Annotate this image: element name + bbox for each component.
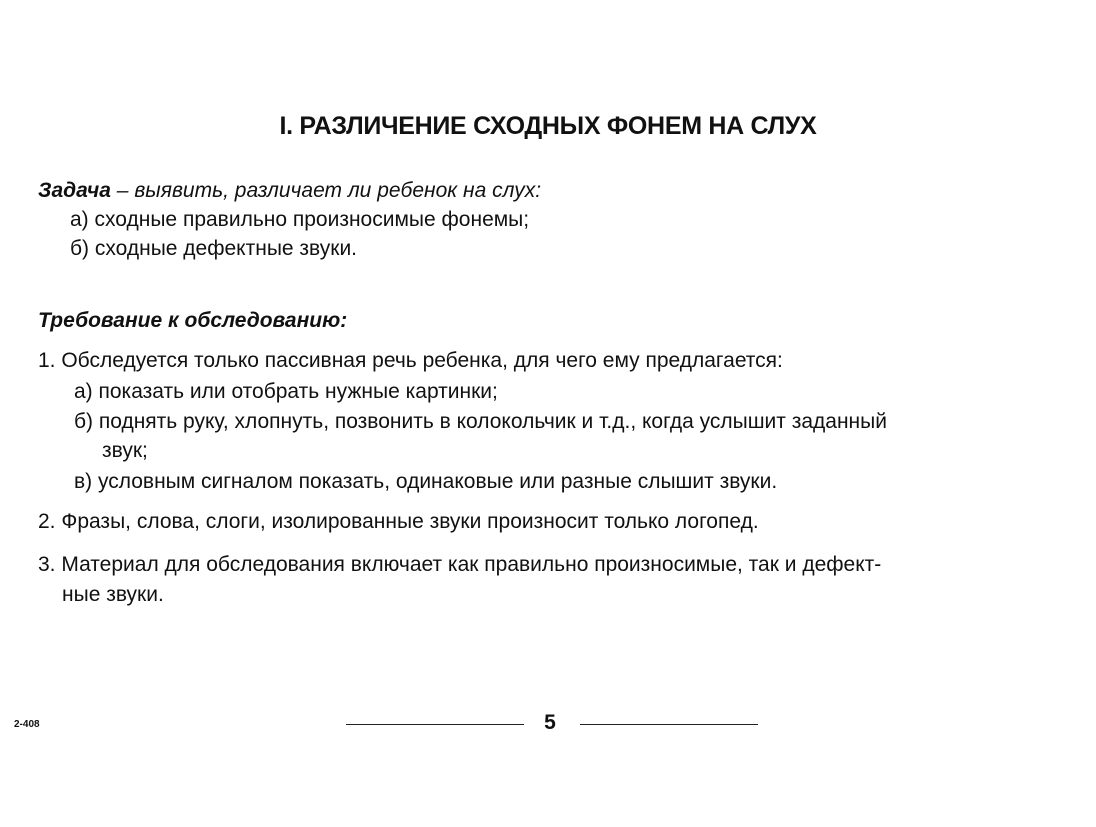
page-rule-left [346,724,524,725]
footer-code: 2-408 [14,719,40,730]
task-intro: – выявить, различает ли ребенок на слух: [110,179,542,202]
requirement-item-1: 1. Обследуется только пассивная речь ребенка, для чего ему предлагается: [38,349,783,372]
requirement-item-1b: б) поднять руку, хлопнуть, позвонить в колокольчик и т.д., когда услышит заданный [74,410,887,433]
requirement-item-2: 2. Фразы, слова, слоги, изолированные звуки произносит только логопед. [38,510,759,533]
task-label: Задача [38,179,111,202]
task-item-a: а) сходные правильно произносимые фонемы; [70,208,530,231]
requirement-item-1a: а) показать или отобрать нужные картинки; [74,380,498,403]
page-number: 5 [544,711,556,734]
requirement-item-3: 3. Материал для обследования включает как правильно произносимые, так и дефект- [38,553,882,576]
requirement-item-1b-cont: звук; [102,439,148,462]
section-title: I. РАЗЛИЧЕНИЕ СХОДНЫХ ФОНЕМ НА СЛУХ [279,112,817,140]
requirement-item-3-cont: ные звуки. [62,583,164,606]
task-item-b: б) сходные дефектные звуки. [70,237,358,260]
requirements-heading: Требование к обследованию: [38,309,348,332]
requirement-item-1c: в) условным сигналом показать, одинаковые или разные слышит звуки. [74,470,778,493]
page-rule-right [580,724,758,725]
task-paragraph [38,178,541,204]
